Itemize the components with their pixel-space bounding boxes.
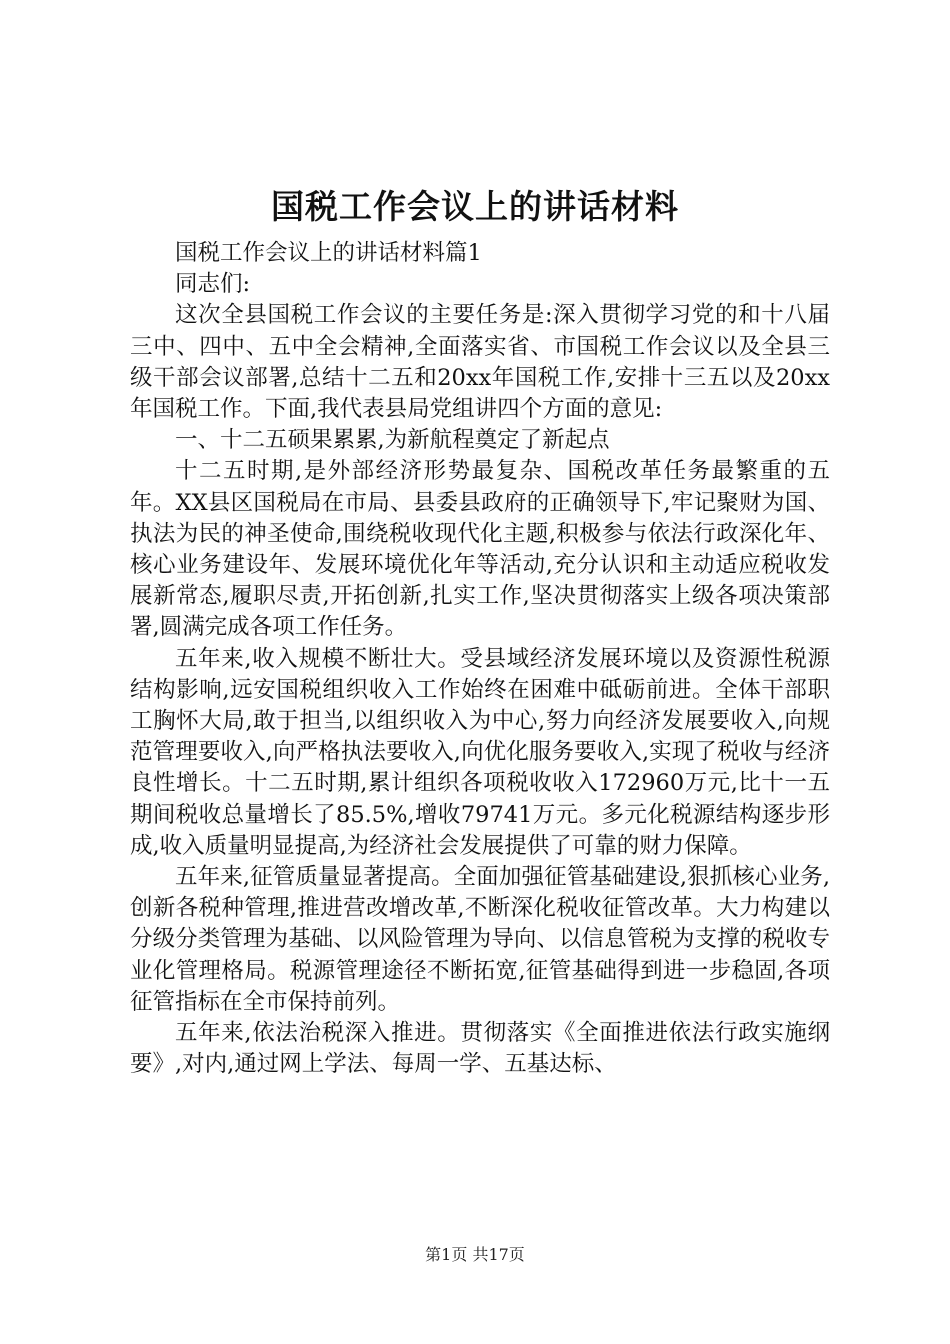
section-heading-1: 一、十二五硕果累累,为新航程奠定了新起点 — [175, 427, 610, 454]
paragraph-overview: 十二五时期,是外部经济形势最复杂、国税改革任务最繁重的五年。XX县区国税局在市局、县委县政府的正确领导下,牢记聚财为国、执法为民的神圣使命,围绕税收现代化主题,积极参与依法行政深化年、核心业务建设年、发展环境优化年等活动,充分认识和主动适应税收发展新常态,履职尽责,开拓创新,扎实工作,坚决贯彻落实上级各项决策部署,圆满完成各项工作任务。 — [130, 458, 830, 641]
page-number-footer: 第1页 共17页 — [425, 1245, 525, 1264]
document-title: 国税工作会议上的讲话材料 — [271, 187, 679, 226]
paragraph-subtitle: 国税工作会议上的讲话材料篇1 — [175, 240, 482, 266]
document-body — [130, 238, 830, 1080]
paragraph-salutation: 同志们: — [175, 271, 251, 298]
paragraph-revenue: 五年来,收入规模不断壮大。受县域经济发展环境以及资源性税源结构影响,远安国税组织收入工作始终在困难中砥砺前进。全体干部职工胸怀大局,敢于担当,以组织收入为中心,努力向经济发展要收入,向规范管理要收入,向严格执法要收入,向优化服务要收入,实现了税收与经济良性增长。十二五时期,累计组织各项税收收入172960万元,比十一五期间税收总量增长了85.5%,增收79741万元。多元化税源结构逐步形成,收入质量明显提高,为经济社会发展提供了可靠的财力保障。 — [130, 645, 830, 859]
paragraph-collection: 五年来,征管质量显著提高。全面加强征管基础建设,狠抓核心业务,创新各税种管理,推进营改增改革,不断深化税收征管改革。大力构建以分级分类管理为基础、以风险管理为导向、以信息管税为支撑的税收专业化管理格局。税源管理途径不断拓宽,征管基础得到进一步稳固,各项征管指标在全市保持前列。 — [130, 864, 830, 1015]
paragraph-intro: 这次全县国税工作会议的主要任务是:深入贯彻学习党的和十八届三中、四中、五中全会精神,全面落实省、市国税工作会议以及全县三级干部会议部署,总结十二五和20xx年国税工作,安排十三五以及20xx年国税工作。下面,我代表县局党组讲四个方面的意见: — [130, 302, 830, 423]
paragraph-rule-of-law: 五年来,依法治税深入推进。贯彻落实《全面推进依法行政实施纲要》,对内,通过网上学法、每周一学、五基达标、 — [130, 1020, 830, 1078]
